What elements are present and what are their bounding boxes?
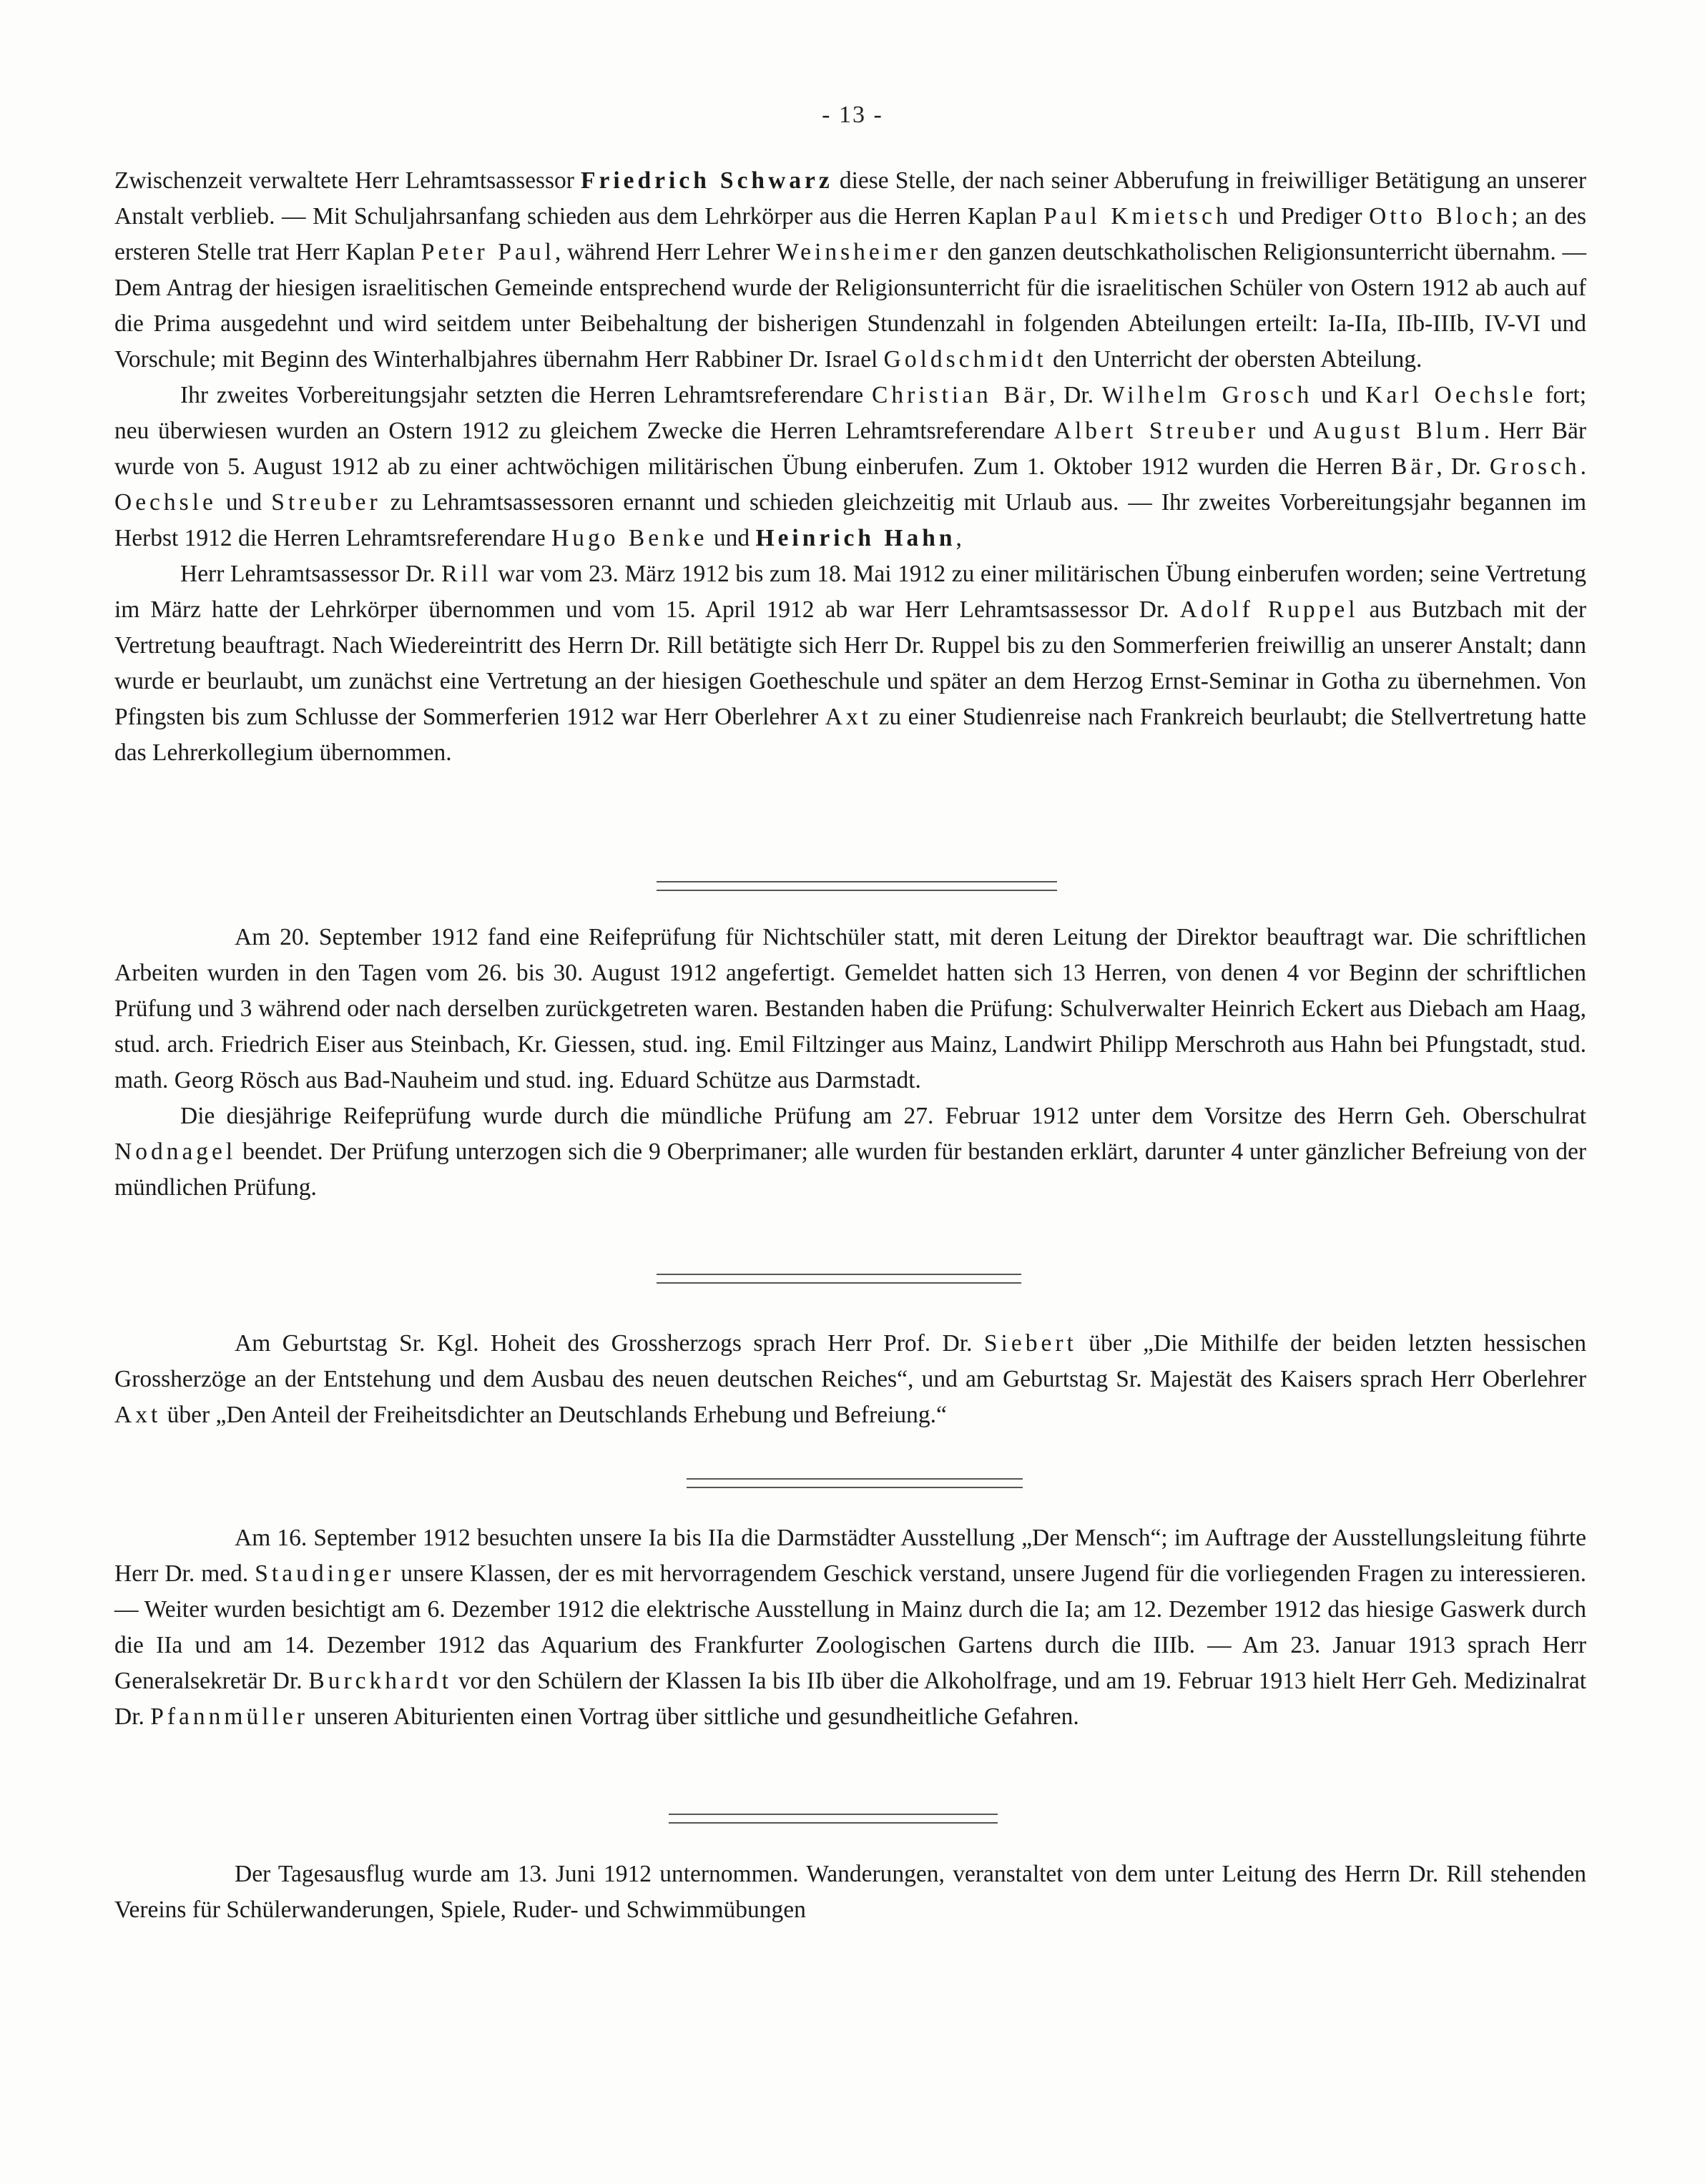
paragraph: Am 16. September 1912 besuchten unsere Ia bis IIa die Darmstädter Ausstellung „Der Mensch“; im Auftrage der Ausstellungsleitung führte Herr Dr. med. Staudinger unsere Klassen, der es mit hervorragendem Geschick verstand, unsere Jugend für die vorliegenden Fragen zu interessieren. — Weiter wurden besichtigt am 6. Dezember 1912 die elektrische Ausstellung in Mainz durch die Ia; am 12. Dezember 1912 das hiesige Gaswerk durch die IIa und am 14. Dezember 1912 das Aquarium des Frankfurter Zoologischen Gartens durch die IIIb. — Am 23. Januar 1913 sprach Herr Generalsekretär Dr. Burckhardt vor den Schülern der Klassen Ia bis IIb über die Alkoholfrage, und am 19. Februar 1913 hielt Herr Geh. Medizinalrat Dr. Pfannmüller unseren Abiturienten einen Vortrag über sittliche und gesundheitliche Gefahren. [114,1525,1586,1730]
person-name: Staudinger [255,1560,395,1587]
section-exams [114,920,1586,1206]
person-name: Grosch [1489,453,1581,480]
section-divider [657,881,1057,891]
person-name: Bär [1390,453,1437,480]
person-name: Siebert [983,1330,1077,1357]
person-name: Weinsheimer [776,239,942,265]
person-name: Rill [441,561,492,587]
paragraph: Herr Lehramtsassessor Dr. Rill war vom 23. März 1912 bis zum 18. Mai 1912 zu einer militärischen Übung einberufen worden; seine Vertretung im März hatte der Lehrkörper übernommen und vom 15. April 1912 ab war Herr Lehramtsassessor Dr. Adolf Ruppel aus Butzbach mit der Vertretung beauftragt. Nach Wiedereintritt des Herrn Dr. Rill betätigte sich Herr Dr. Ruppel bis zu den Sommerferien freiwillig an unserer Anstalt; dann wurde er beurlaubt, um zunächst eine Vertretung an der hiesigen Goetheschule und später an dem Herzog Ernst-Seminar in Gotha zu übernehmen. Von Pfingsten bis zum Schlusse der Sommerferien 1912 war Herr Oberlehrer Axt zu einer Studienreise nach Frankreich beurlaubt; die Stellvertretung hatte das Lehrerkollegium übernommen. [114,561,1586,766]
person-name: Christian Bär [871,382,1050,408]
paragraph: Zwischenzeit verwaltete Herr Lehramtsassessor Friedrich Schwarz diese Stelle, der nach seiner Abberufung in freiwilliger Betätigung an unserer Anstalt verblieb. — Mit Schuljahrsanfang schieden aus dem Lehrkörper aus die Herren Kaplan Paul Kmietsch und Prediger Otto Bloch; an des ersteren Stelle trat Herr Kaplan Peter Paul, während Herr Lehrer Weinsheimer den ganzen deutschkatholischen Religionsunterricht übernahm. — Dem Antrag der hiesigen israelitischen Gemeinde entsprechend wurde der Religionsunterricht für die israelitischen Schüler von Ostern 1912 ab auch auf die Prima ausgedehnt und wird seitdem unter Beibehaltung der bisherigen Stundenzahl in folgenden Abteilungen erteilt: Ia-IIa, IIb-IIIb, IV-VI und Vorschule; mit Beginn des Winterhalbjahres übernahm Herr Rabbiner Dr. Israel Goldschmidt den Unterricht der obersten Abteilung. [114,167,1587,373]
page-number: - 13 - [822,102,883,128]
person-name: Paul Kmietsch [1043,203,1232,230]
section-excursions [114,1520,1586,1735]
person-name: Friedrich Schwarz [581,167,833,194]
person-name: Wilhelm Grosch [1101,382,1313,408]
person-name: Nodnagel [114,1138,237,1165]
person-name: Axt [825,704,872,730]
person-name: Albert Streuber [1053,418,1259,444]
paragraph: Die diesjährige Reifeprüfung wurde durch die mündliche Prüfung am 27. Februar 1912 unter dem Vorsitze des Herrn Geh. Oberschulrat Nodnagel beendet. Der Prüfung unterzogen sich die 9 Oberprimaner; alle wurden für bestanden erklärt, darunter 4 unter gänzlicher Befreiung von der mündlichen Prüfung. [114,1103,1586,1201]
paragraph: Der Tagesausflug wurde am 13. Juni 1912 unternommen. Wanderungen, veranstaltet von dem unter Leitung des Herrn Dr. Rill stehenden Vereins für Schülerwanderungen, Spiele, Ruder- und Schwimmübungen [114,1861,1586,1923]
paragraph: Ihr zweites Vorbereitungsjahr setzten die Herren Lehramtsreferendare Christian Bär, Dr. Wilhelm Grosch und Karl Oechsle fort; neu überwiesen wurden an Ostern 1912 zu gleichem Zwecke die Herren Lehramtsreferendare Albert Streuber und August Blum. Herr Bär wurde von 5. August 1912 ab zu einer achtwöchigen militärischen Übung einberufen. Zum 1. Oktober 1912 wurden die Herren Bär, Dr. Grosch. Oechsle und Streuber zu Lehramtsassessoren ernannt und schieden gleichzeitig mit Urlaub aus. — Ihr zweites Vorbereitungsjahr begannen im Herbst 1912 die Herren Lehramtsreferendare Hugo Benke und Heinrich Hahn, [114,382,1587,551]
person-name: Otto Bloch [1369,203,1512,230]
person-name: Heinrich Hahn [755,525,956,551]
section-divider [657,1274,1021,1284]
person-name: Karl Oechsle [1365,382,1537,408]
person-name: Hugo Benke [551,525,708,551]
person-name: Goldschmidt [883,346,1047,373]
person-name: Streuber [271,489,381,516]
person-name: Oechsle [114,489,217,516]
section-day-trip [114,1856,1586,1928]
person-name: August Blum [1312,418,1484,444]
person-name: Pfannmüller [150,1703,308,1730]
paragraph: Am Geburtstag Sr. Kgl. Hoheit des Grossherzogs sprach Herr Prof. Dr. Siebert über „Die Mithilfe der beiden letzten hessischen Grossherzöge an der Entstehung und dem Ausbau des neuen deutschen Reiches“, und am Geburtstag Sr. Majestät des Kaisers sprach Herr Oberlehrer Axt über „Den Anteil der Freiheitsdichter an Deutschlands Erhebung und Befreiung.“ [114,1330,1586,1428]
section-birthdays [114,1326,1586,1433]
paragraph: Am 20. September 1912 fand eine Reifeprüfung für Nichtschüler statt, mit deren Leitung der Direktor beauftragt war. Die schriftlichen Arbeiten wurden in den Tagen vom 26. bis 30. August 1912 angefertigt. Gemeldet hatten sich 13 Herren, von denen 4 vor Beginn der schriftlichen Prüfung und 3 während oder nach derselben zurückgetreten waren. Bestanden haben die Prüfung: Schulverwalter Heinrich Eckert aus Diebach am Haag, stud. arch. Friedrich Eiser aus Steinbach, Kr. Giessen, stud. ing. Emil Filtzinger aus Mainz, Landwirt Philipp Merschroth aus Hahn bei Pfungstadt, stud. math. Georg Rösch aus Bad-Nauheim und stud. ing. Eduard Schütze aus Darmstadt. [114,924,1586,1093]
section-divider [669,1814,998,1824]
person-name: Adolf Ruppel [1179,596,1359,623]
person-name: Peter Paul [421,239,555,265]
person-name: Axt [114,1402,162,1428]
section-divider [687,1478,1023,1488]
person-name: Burckhardt [308,1668,453,1694]
section-staff-changes [114,163,1586,771]
